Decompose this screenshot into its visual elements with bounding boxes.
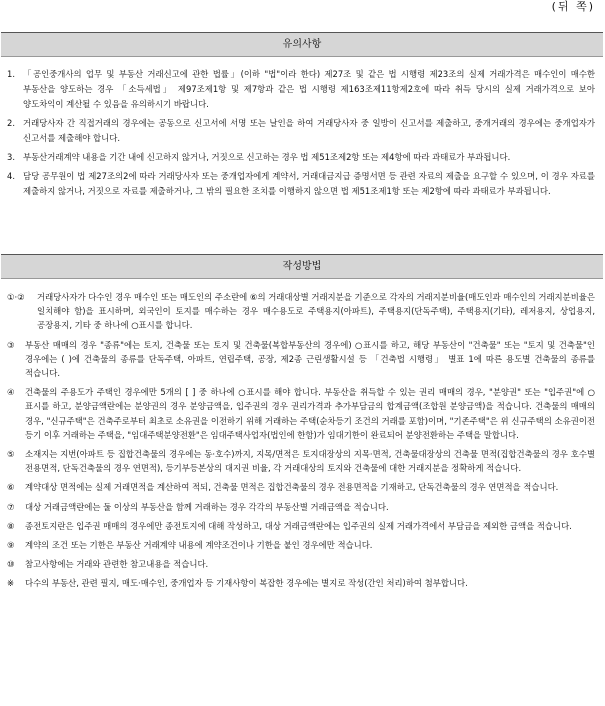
method-item-text: 대상 거래금액란에는 둘 이상의 부동산을 함께 거래하는 경우 각각의 부동산별 거래금액을 적습니다. <box>25 501 389 512</box>
method-item-text: 건축물의 주용도가 주택인 경우에만 5개의 [ ] 중 하나에 ○표시를 해야 합니다. 부동산을 취득할 수 있는 권리 매매의 경우, "분양권" 또는 "입주권"에 ○표시를 하고, 분양금액란에는 분양권의 경우 분양금액을, 입주권의 경우 권리가격과 추가부담금의 합계금액(조합원 분양금액)을 적습니다. 건축물의 매매의 경우, "신규주택"은 건축주로부터 최초로 소유권을 이전하기 위해 거래하는 주택(순차등기 조건의 거래를 포함)이며, "기존주택"은 위 신규주택의 소유권이전 등기 이후 거래하는 주택을, "임대주택분양전환"은 임대주택사업자(법인에 한함)가 임대기한이 완료되어 분양전환하는 주택을 말합니다. <box>25 387 595 440</box>
method-section <box>1 254 603 591</box>
method-item <box>7 576 595 590</box>
notes-item-number: 1. <box>7 69 15 79</box>
method-item <box>7 290 595 333</box>
notes-section <box>1 32 603 199</box>
method-item-number: ③ <box>7 339 15 350</box>
method-item <box>7 500 595 514</box>
notes-item-text: 거래당사자 간 직접거래의 경우에는 공동으로 신고서에 서명 또는 날인을 하여 거래당사자 중 일방이 신고서를 제출하고, 중개거래의 경우에는 중개업자가 신고서를 제출해야 합니다. <box>23 118 595 143</box>
method-item-number: ④ <box>7 387 15 398</box>
method-item <box>7 338 595 381</box>
notes-item-number: 3. <box>7 152 15 162</box>
method-title: 작성방법 <box>1 254 603 279</box>
back-page-label: (뒤 쪽) <box>551 0 595 13</box>
method-item <box>7 538 595 552</box>
method-item-text: 거래당사자가 다수인 경우 매수인 또는 매도인의 주소란에 ⑥의 거래대상별 거래지분을 기준으로 각자의 거래지분비율(매도인과 매수인의 거래지분비율은 일치해야 함)을 표시하며, 외국인이 토지를 매수하는 경우 매수용도로 주택용지(아파트), 주택용지(단독주택), 주택용지(기타), 레저용지, 상업용지, 공장용지, 기타 중 하나에 ○표시를 합니다. <box>37 292 595 331</box>
notes-list <box>1 57 603 199</box>
notes-item <box>7 150 595 165</box>
notes-item <box>7 169 595 199</box>
method-item <box>7 480 595 494</box>
method-item-text: 다수의 부동산, 관련 필지, 매도·매수인, 중개업자 등 기재사항이 복잡한 경우에는 별지로 작성(간인 처리)하여 첨부합니다. <box>25 578 468 589</box>
method-item-number: ⑨ <box>7 540 15 551</box>
method-item <box>7 519 595 533</box>
notes-item-number: 2. <box>7 118 15 128</box>
method-item <box>7 447 595 475</box>
method-item-number: ⑤ <box>7 449 15 460</box>
method-item-text: 종전토지란은 입주권 매매의 경우에만 종전토지에 대해 작성하고, 대상 거래금액란에는 입주권의 실제 거래가격에서 부담금을 제외한 금액을 적습니다. <box>25 520 572 531</box>
method-item <box>7 385 595 442</box>
method-item-number: ⑩ <box>7 559 15 570</box>
notes-item-text: 「공인중개사의 업무 및 부동산 거래신고에 관한 법률」(이하 "법"이라 한다) 제27조 및 같은 법 시행령 제23조의 실제 거래가격은 매수인이 매수한 부동산을 양도하는 경우 「소득세법」 제97조제1항 및 제7항과 같은 법 시행령 제163조제11항제2호에 따라 취득 당시의 실제 거래가격으로 보아 양도차익이 계산될 수 있음을 유의하시기 바랍니다. <box>23 69 595 109</box>
notes-item <box>7 67 595 112</box>
method-item-number: ①·② <box>7 292 25 302</box>
method-item <box>7 557 595 571</box>
method-list <box>1 279 603 591</box>
method-item-number: ⑦ <box>7 501 15 512</box>
notes-title: 유의사항 <box>1 32 603 57</box>
method-item-text: 부동산 매매의 경우 "종류"에는 토지, 건축물 또는 토지 및 건축물(복합부동산의 경우에) ○표시를 하고, 해당 부동산이 "건축물" 또는 "토지 및 건축물"인 경우에는 ( )에 건축물의 종류를 단독주택, 아파트, 연립주택, 공장, 제2종 근린생활시설 등 「건축법 시행령」 별표 1에 따른 용도별 건축물의 종류를 적습니다. <box>25 339 595 379</box>
method-item-text: 계약대상 면적에는 실제 거래면적을 계산하여 적되, 건축물 면적은 집합건축물의 경우 전용면적을 기재하고, 단독건축물의 경우 연면적을 적습니다. <box>25 482 559 493</box>
notes-item-text: 부동산거래계약 내용을 기간 내에 신고하지 않거나, 거짓으로 신고하는 경우 법 제51조제2항 또는 제4항에 따라 과태료가 부과됩니다. <box>23 152 511 162</box>
notes-item-number: 4. <box>7 171 15 181</box>
method-item-number: ※ <box>7 578 15 589</box>
method-item-number: ⑥ <box>7 482 15 493</box>
notes-item-text: 담당 공무원이 법 제27조의2에 따라 거래당사자 또는 중개업자에게 계약서, 거래대금지급 증명서면 등 관련 자료의 제출을 요구할 수 있으며, 이 경우 자료를 제출하지 않거나, 거짓으로 자료를 제출하거나, 그 밖의 필요한 조치를 이행하지 않으면 법 제51조제1항 또는 제2항에 따라 과태료가 부과됩니다. <box>23 171 595 196</box>
method-item-number: ⑧ <box>7 520 15 531</box>
method-item-text: 참고사항에는 거래와 관련한 참고내용을 적습니다. <box>25 559 209 570</box>
method-item-text: 계약의 조건 또는 기한은 부동산 거래계약 내용에 계약조건이나 기한을 붙인 경우에만 적습니다. <box>25 540 373 551</box>
notes-item <box>7 116 595 146</box>
method-item-text: 소재지는 지번(아파트 등 집합건축물의 경우에는 동·호수)까지, 지목/면적은 토지대장상의 지목·면적, 건축물대장상의 건축물 면적(집합건축물의 경우 호수별 전용면적, 단독건축물의 경우 연면적), 등기부등본상의 대지권 비율, 각 거래대상의 토지와 건축물에 대한 거래지분을 정확하게 적습니다. <box>25 449 595 474</box>
